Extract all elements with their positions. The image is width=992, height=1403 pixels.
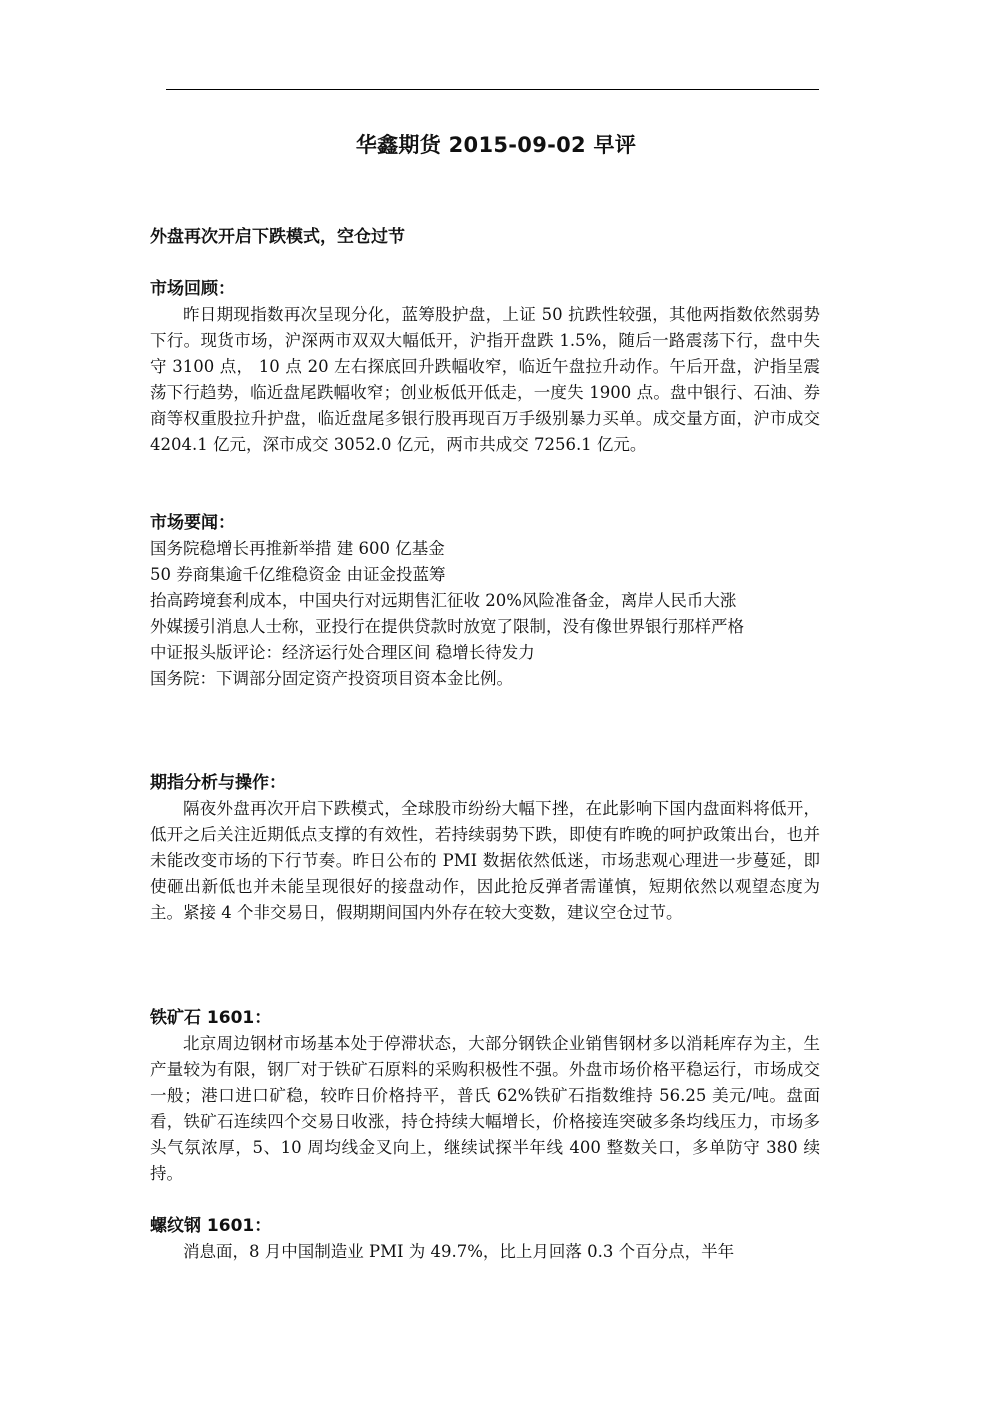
news-list bbox=[150, 536, 820, 692]
news-item: 抬高跨境套利成本，中国央行对远期售汇征收 20%风险准备金，离岸人民币大涨 bbox=[150, 591, 737, 610]
section-paragraph: 隔夜外盘再次开启下跌模式，全球股市纷纷大幅下挫，在此影响下国内盘面料将低开，低开之后关注近期低点支撑的有效性，若持续弱势下跌，即使有昨晚的呵护政策出台，也并未能改变市场的下行节奏。昨日公布的 PMI 数据依然低迷，市场悲观心理进一步蔓延，即使砸出新低也并未能呈现很好的接盘动作，因此抢反弹者需谨慎，短期依然以观望态度为主。紧接 4 个非交易日，假期期间国内外存在较大变数，建议空仓过节。 bbox=[150, 799, 820, 922]
document-title: 华鑫期货 2015-09-02 早评 bbox=[355, 133, 637, 157]
news-item: 国务院稳增长再推新举措 建 600 亿基金 bbox=[150, 539, 445, 558]
section-heading: 铁矿石 1601： bbox=[150, 1008, 272, 1028]
header-rule bbox=[166, 89, 819, 90]
section-heading: 期指分析与操作： bbox=[150, 773, 286, 793]
news-item: 中证报头版评论：经济运行处合理区间 稳增长待发力 bbox=[150, 643, 535, 662]
news-item: 国务院：下调部分固定资产投资项目资本金比例。 bbox=[150, 669, 513, 688]
section-index-futures bbox=[150, 770, 820, 926]
section-paragraph: 北京周边钢材市场基本处于停滞状态，大部分钢铁企业销售钢材多以消耗库存为主，生产量较为有限，钢厂对于铁矿石原料的采购积极性不强。外盘市场价格平稳运行，市场成交一般；港口进口矿稳，较昨日价格持平，普氏 62%铁矿石指数维持 56.25 美元/吨。盘面看，铁矿石连续四个交易日收涨，持仓持续大幅增长，价格接连突破多条均线压力，市场多头气氛浓厚，5、10 周均线金叉向上，继续试探半年线 400 整数关口，多单防守 380 续持。 bbox=[150, 1034, 820, 1183]
section-heading: 市场回顾： bbox=[150, 279, 235, 299]
section-market-news bbox=[150, 510, 820, 692]
section-rebar bbox=[150, 1213, 820, 1265]
news-item: 外媒援引消息人士称，亚投行在提供贷款时放宽了限制，没有像世界银行那样严格 bbox=[150, 617, 744, 636]
document-subtitle: 外盘再次开启下跌模式，空仓过节 bbox=[150, 227, 405, 247]
section-paragraph: 消息面，8 月中国制造业 PMI 为 49.7%，比上月回落 0.3 个百分点，半年 bbox=[183, 1242, 735, 1261]
section-paragraph: 昨日期现指数再次呈现分化，蓝筹股护盘，上证 50 抗跌性较强，其他两指数依然弱势下行。现货市场，沪深两市双双大幅低开，沪指开盘跌 1.5%，随后一路震荡下行，盘中失守 3100 点， 10 点 20 左右探底回升跌幅收窄，临近午盘拉升动作。午后开盘，沪指呈震荡下行趋势，临近盘尾跌幅收窄；创业板低开低走，一度失 1900 点。盘中银行、石油、券商等权重股拉升护盘，临近盘尾多银行股再现百万手级别暴力买单。成交量方面，沪市成交 4204.1 亿元，深市成交 3052.0 亿元，两市共成交 7256.1 亿元。 bbox=[150, 305, 820, 454]
news-item: 50 券商集逾千亿维稳资金 由证金投蓝筹 bbox=[150, 565, 446, 584]
section-iron-ore bbox=[150, 1005, 820, 1187]
section-market-review bbox=[150, 276, 820, 458]
section-heading: 螺纹钢 1601： bbox=[150, 1216, 272, 1236]
section-heading: 市场要闻： bbox=[150, 513, 235, 533]
